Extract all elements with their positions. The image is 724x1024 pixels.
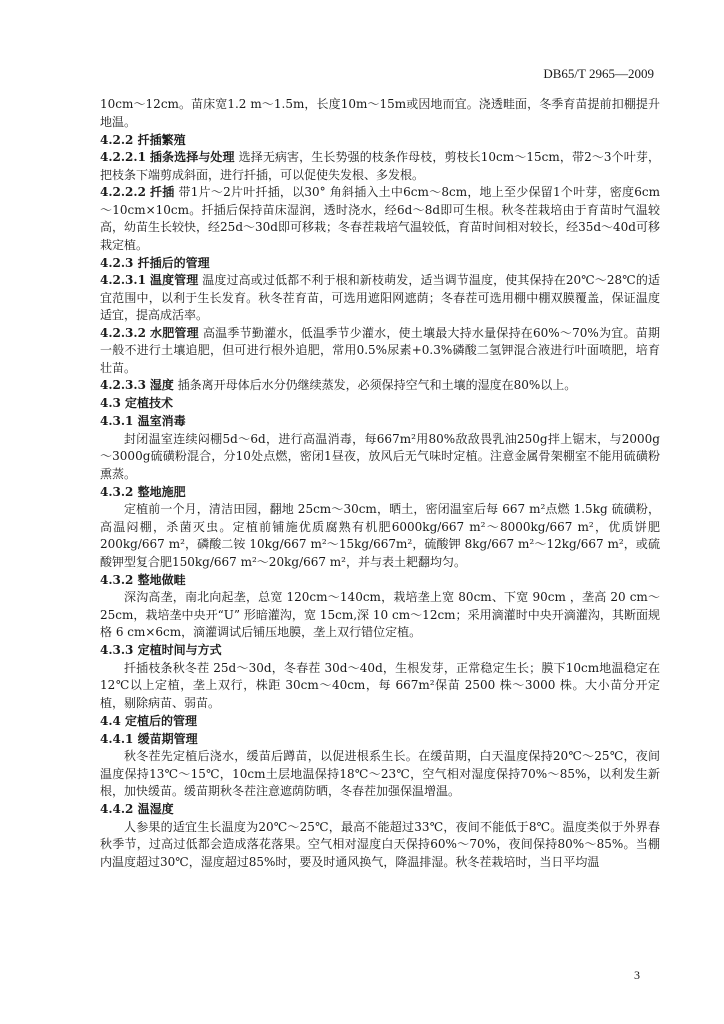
section-heading: 4.3.1 温室消毒: [100, 414, 186, 428]
paragraph-body: 封闭温室连续闷棚5d～6d，进行高温消毒，每667m²用80%敌敌畏乳油250g拌上锯末，与2000g～3000g硫磺粉混合，分10处点燃，密闭1昼夜，放风后无气味时定植。注意金属骨架棚室不能用硫磺粉熏蒸。: [100, 431, 660, 481]
clause-number: 4.2.3.3: [100, 378, 146, 392]
clause-title: 插条选择与处理: [149, 150, 235, 164]
paragraph-body: 扦插枝条秋冬茬 25d～30d，冬春茬 30d～40d，生根发芽，正常稳定生长；膜下10cm地温稳定在 12℃以上定植，垄上双行，株距 30cm～40cm，每 667m²保苗 2500 株～3000 株。大小苗分开定植，剔除病苗、弱苗。: [100, 660, 660, 710]
paragraph-body: 深沟高垄，南北向起垄，总宽 120cm～140cm，栽培垄上宽 80cm、下宽 90cm ，垄高 20 cm～25cm，栽培垄中央开“U” 形暗灌沟，宽 15cm,深 10 cm～12cm；采用滴灌时中央开滴灌沟，其断面规格 6 cm×6cm，滴灌调试后铺压地膜，垄上双行错位定植。: [100, 590, 660, 639]
standard-code: DB65/T 2965—2009: [543, 66, 654, 81]
section-heading: 4.4 定植后的管理: [100, 713, 198, 728]
section-heading: 4.2.2 扦插繁殖: [100, 132, 186, 147]
clause: [100, 272, 660, 325]
section-heading: 4.4.1 缓苗期管理: [100, 731, 198, 746]
clause-number: 4.2.2.1: [100, 150, 146, 164]
paragraph-body: 10cm～12cm。苗床宽1.2 m～1.5m，长度10m～15m或因地而宜。浇透畦面，冬季育苗提前扣棚提升地温。: [100, 97, 660, 129]
clause-number: 4.2.3.2: [100, 325, 146, 340]
section-heading: 4.4.2 温湿度: [100, 802, 174, 816]
clause-number: 4.2.2.2: [100, 185, 146, 199]
clause-text: 温度过高或过低都不利于根和新枝萌发，适当调节温度，使其保持在20℃～28℃的适宜范围中，以利于生长发育。秋冬茬育苗，可选用遮阳网遮荫；冬春茬可选用棚中棚双膜覆盖，保证温度适宜，提高成活率。: [100, 273, 660, 322]
paragraph-body: 定植前一个月，清洁田园，翻地 25cm～30cm，晒土，密闭温室后每 667 m²点燃 1.5kg 硫磺粉，高温闷棚，杀菌灭虫。定植前铺施优质腐熟有机肥6000kg/667 m²～8000kg/667 m²，优质饼肥200kg/667 m²，磷酸二铵 10kg/667 m²～15kg/667m²，硫酸钾 8kg/667 m²～12kg/667 m²，或硫酸钾型复合肥150kg/667 m²～20kg/667 m²，并与表土耙翻均匀。: [100, 502, 660, 569]
paragraph-body: 人参果的适宜生长温度为20℃～25℃，最高不能超过33℃，夜间不能低于8℃。温度类似于外界春秋季节，过高过低都会造成落花落果。空气相对湿度白天保持60%～70%，夜间保持80%～85%。当棚内温度超过30℃，湿度超过85%时，要及时通风换气，降温排湿。秋冬茬栽培时，当日平均温: [100, 819, 660, 869]
clause: [100, 184, 660, 254]
clause-title: 水肥管理: [149, 325, 199, 340]
clause-text: 高温季节勤灌水，低温季节少灌水，使土壤最大持水量保持在60%～70%为宜。苗期一般不进行土壤追肥，但可进行根外追肥，常用0.5%尿素+0.3%磷酸二氢钾混合液进行叶面喷肥，培育壮苗。: [100, 325, 660, 375]
clause-title: 扦插: [150, 185, 175, 199]
clause: [100, 325, 660, 378]
section-heading: 4.3.2 整地做畦: [100, 572, 186, 587]
section-heading: 4.2.3 扦插后的管理: [100, 255, 210, 270]
clause: [100, 149, 660, 184]
document-body: [100, 96, 660, 871]
section-heading: 4.3.2 整地施肥: [100, 484, 186, 499]
clause: [100, 377, 660, 395]
section-heading: 4.3.3 定植时间与方式: [100, 643, 222, 657]
paragraph-body: 秋冬茬先定植后浇水，缓苗后蹲苗，以促进根系生长。在缓苗期，白天温度保持20℃～25℃，夜间温度保持13℃～15℃，10cm土层地温保持18℃～23℃，空气相对湿度保持70%～85%，以利发生新根，加快缓苗。缓苗期秋冬茬注意遮荫防晒，冬春茬加强保温增温。: [100, 749, 660, 798]
clause-title: 湿度: [149, 378, 174, 392]
clause-text: 插条离开母体后水分仍继续蒸发，必须保持空气和土壤的湿度在80%以上。: [177, 378, 577, 392]
clause-text: 选择无病害，生长势强的枝条作母枝，剪枝长10cm～15cm，带2～3个叶芽，把枝条下端剪成斜面，进行扦插，可以促使失发根、多发根。: [100, 150, 660, 182]
page-number: 3: [634, 968, 640, 982]
section-heading: 4.3 定植技术: [100, 396, 174, 410]
clause-number: 4.2.3.1: [100, 273, 146, 287]
clause-text: 带1片～2片叶扦插，以30° 角斜插入土中6cm～8cm，地上至少保留1个叶芽，密度6cm～10cm×10cm。扦插后保持苗床湿润，透时浇水，经6d～8d即可生根。秋冬茬栽培由于育苗时气温较高，幼苗生长较快，经25d～30d即可移栽；冬春茬栽培气温较低，育苗时间相对较长，经35d～40d可移栽定植。: [100, 185, 660, 252]
clause-title: 温度管理: [149, 273, 199, 287]
